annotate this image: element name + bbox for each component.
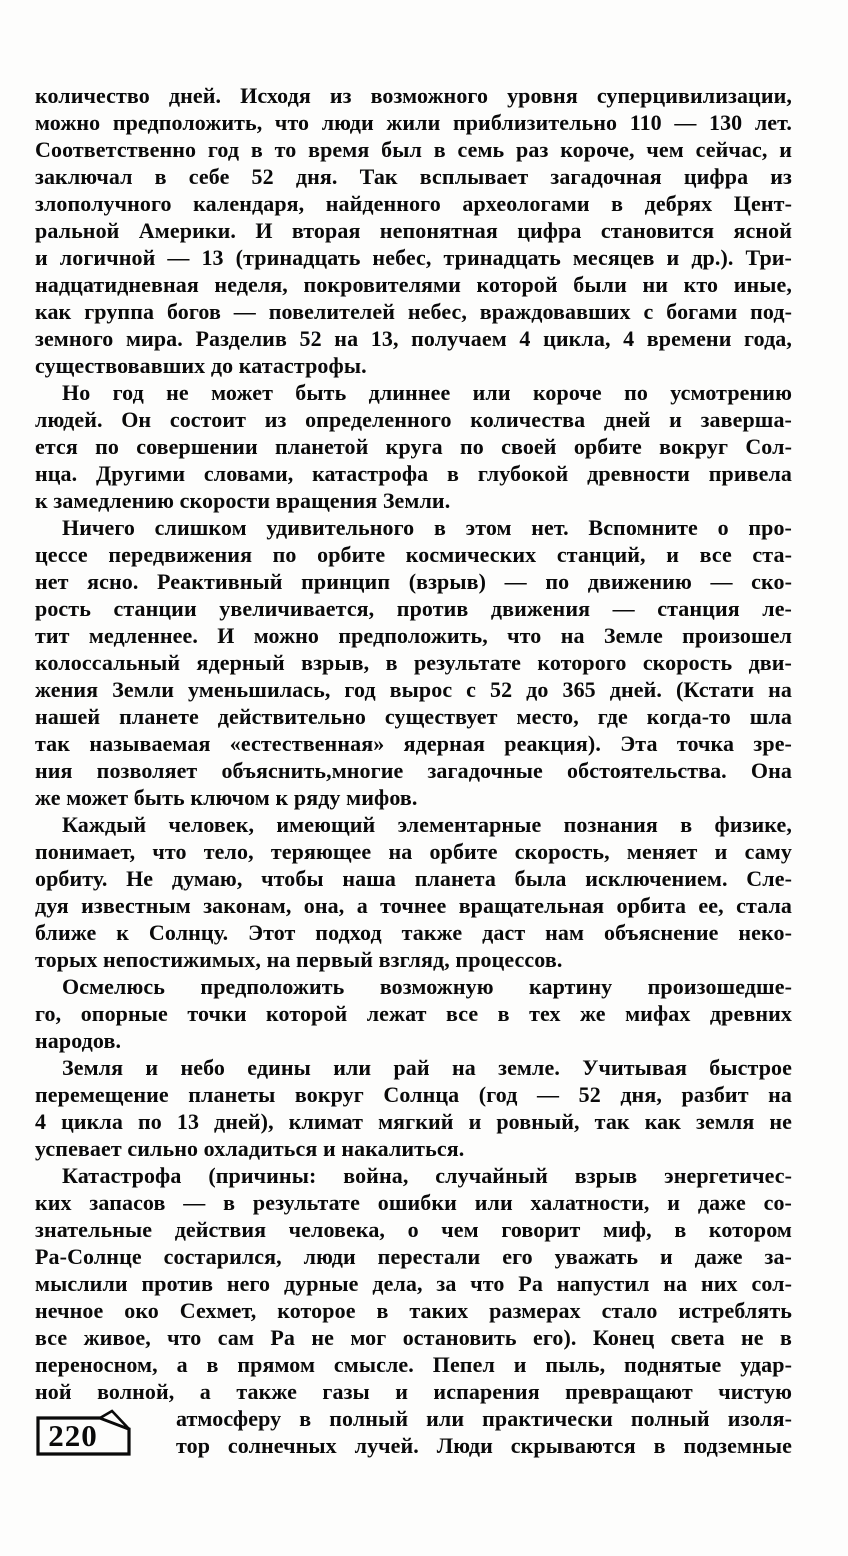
text-line: и логичной — 13 (тринадцать небес, тринадцать месяцев и др.). Три- <box>35 245 792 270</box>
text-line: колоссальный ядерный взрыв, в результате которого скорость дви- <box>35 650 792 675</box>
text-line: все живое, что сам Ра не мог остановить его). Конец света не в <box>35 1325 792 1350</box>
text-line: успевает сильно охладиться и накалиться. <box>35 1136 465 1161</box>
text-line: перемещение планеты вокруг Солнца (год — 52 дня, разбит на <box>35 1082 792 1107</box>
text-line: ния позволяет объяснить,многие загадочные обстоятельства. Она <box>35 758 792 783</box>
text-line: жения Земли уменьшилась, год вырос с 52 до 365 дней. (Кстати на <box>35 677 792 702</box>
page-number: 220 <box>48 1418 98 1453</box>
text-line: злополучного календаря, найденного археологами в дебрях Цент- <box>35 191 792 216</box>
paragraphs-container <box>35 82 792 1405</box>
text-line: Катастрофа (причины: война, случайный взрыв энергетичес- <box>62 1163 792 1188</box>
text-line: понимает, что тело, теряющее на орбите скорость, меняет и саму <box>35 839 792 864</box>
text-line: знательные действия человека, о чем говорит миф, в котором <box>35 1217 792 1242</box>
text-line: тит медленнее. И можно предположить, что на Земле произошел <box>35 623 792 648</box>
text-line: 4 цикла по 13 дней), климат мягкий и ровный, так как земля не <box>35 1109 792 1134</box>
text-line: заключал в себе 52 дня. Так всплывает загадочная цифра из <box>35 164 792 189</box>
text-line: людей. Он состоит из определенного количества дней и заверша- <box>35 407 792 432</box>
text-line: Каждый человек, имеющий элементарные познания в физике, <box>62 812 792 837</box>
text-line: ной волной, а также газы и испарения превращают чистую <box>35 1379 792 1404</box>
text-line: можно предположить, что люди жили приблизительно 110 — 130 лет. <box>35 110 792 135</box>
text-line: народов. <box>35 1028 122 1053</box>
text-line: Осмелюсь предположить возможную картину произошедше- <box>62 974 792 999</box>
text-line: так называемая «естественная» ядерная реакция). Эта точка зре- <box>35 731 792 756</box>
text-line: же может быть ключом к ряду мифов. <box>35 785 418 810</box>
text-line: торых непостижимых, на первый взгляд, процессов. <box>35 947 563 972</box>
text-line: тор солнечных лучей. Люди скрываются в подземные <box>176 1433 792 1458</box>
text-line: нечное око Сехмет, которое в таких размерах стало истреблять <box>35 1298 792 1323</box>
text-line: нашей планете действительно существует место, где когда-то шла <box>35 704 792 729</box>
text-line: атмосферу в полный или практически полный изоля- <box>176 1406 792 1431</box>
footer-row <box>35 1405 792 1459</box>
text-line: го, опорные точки которой лежат все в тех же мифах древних <box>35 1001 792 1026</box>
footer-lines <box>176 1405 792 1459</box>
text-line: дуя известным законам, она, а точнее вращательная орбита ее, стала <box>35 893 792 918</box>
text-line: количество дней. Исходя из возможного уровня суперцивилизации, <box>35 83 792 108</box>
text-line: Ра-Солнце состарился, люди перестали его уважать и даже за- <box>35 1244 792 1269</box>
text-line: переносном, а в прямом смысле. Пепел и пыль, поднятые удар- <box>35 1352 792 1377</box>
text-line: ких запасов — в результате ошибки или халатности, и даже со- <box>35 1190 792 1215</box>
text-line: нца. Другими словами, катастрофа в глубокой древности привела <box>35 461 792 486</box>
text-line: ральной Америки. И вторая непонятная цифра становится ясной <box>35 218 792 243</box>
text-line: ближе к Солнцу. Этот подход также даст нам объяснение неко- <box>35 920 792 945</box>
text-line: рость станции увеличивается, против движения — станция ле- <box>35 596 792 621</box>
text-line: надцатидневная неделя, покровителями которой были ни кто иные, <box>35 272 792 297</box>
text-line: к замедлению скорости вращения Земли. <box>35 488 451 513</box>
text-line: нет ясно. Реактивный принцип (взрыв) — по движению — ско- <box>35 569 792 594</box>
text-line: земного мира. Разделив 52 на 13, получаем 4 цикла, 4 времени года, <box>35 326 792 351</box>
text-line: цессе передвижения по орбите космических станций, и все ста- <box>35 542 792 567</box>
text-line: Земля и небо едины или рай на земле. Учитывая быстрое <box>62 1055 792 1080</box>
text-block <box>35 82 792 1459</box>
text-line: мыслили против него дурные дела, за что Ра напустил на них сол- <box>35 1271 792 1296</box>
text-line: Но год не может быть длиннее или короче по усмотрению <box>62 380 792 405</box>
text-line: как группа богов — повелителей небес, враждовавших с богами под- <box>35 299 792 324</box>
text-line: существовавших до катастрофы. <box>35 353 367 378</box>
text-line: Соответственно год в то время был в семь раз короче, чем сейчас, и <box>35 137 792 162</box>
text-line: ется по совершении планетой круга по своей орбите вокруг Сол- <box>35 434 792 459</box>
page-number-badge <box>35 1407 132 1457</box>
text-line: Ничего слишком удивительного в этом нет. Вспомните о про- <box>62 515 792 540</box>
text-line: орбиту. Не думаю, чтобы наша планета была исключением. Сле- <box>35 866 792 891</box>
